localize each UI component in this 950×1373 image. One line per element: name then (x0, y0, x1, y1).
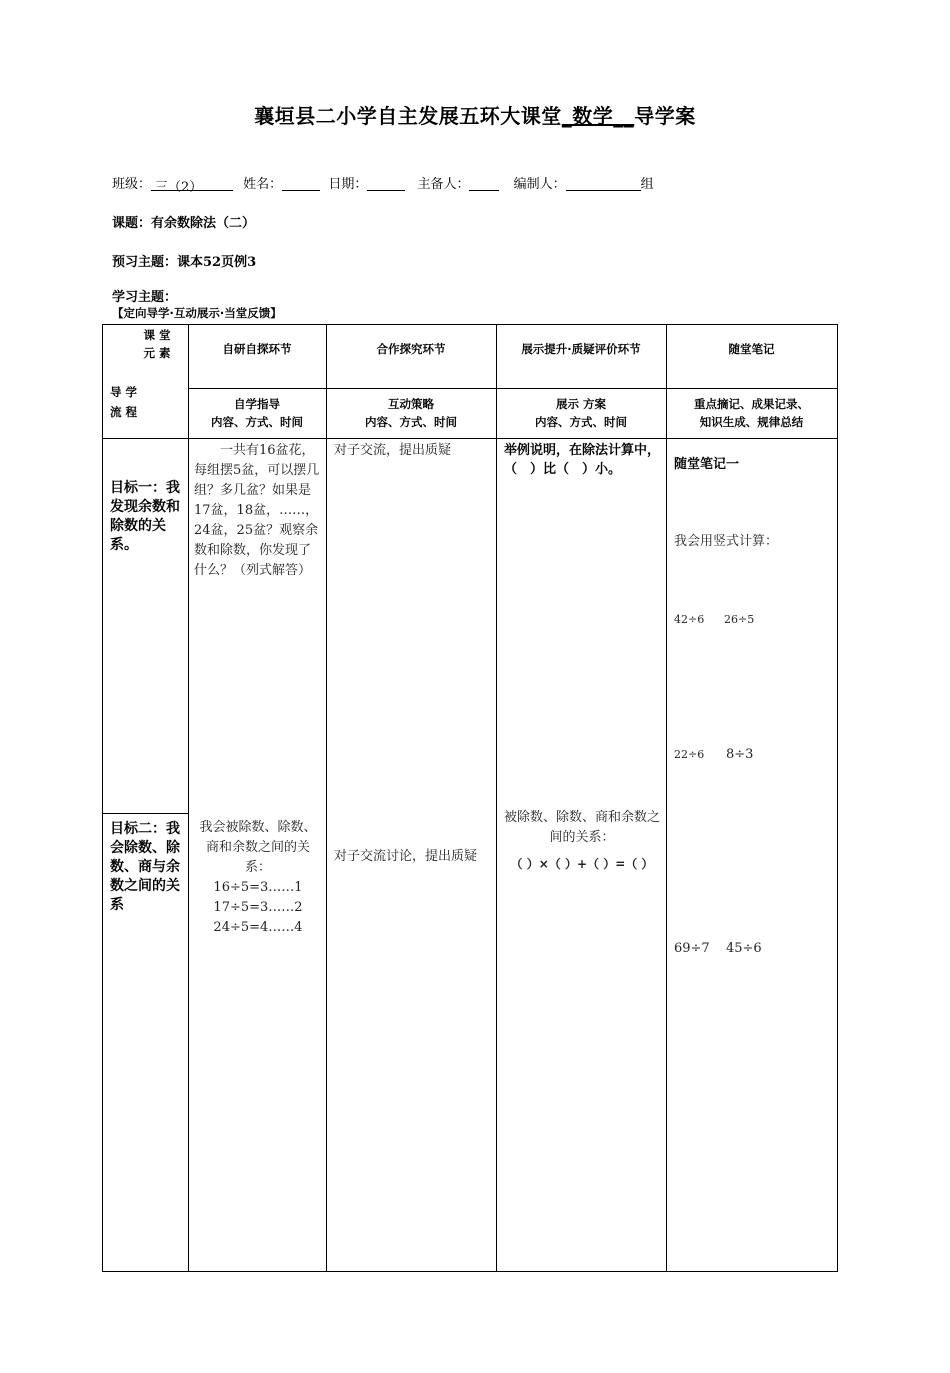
goal-two-self-study (194, 818, 322, 938)
subheader-notes: 重点摘记、成果记录、 知识生成、规律总结 (694, 397, 809, 429)
table-border-top (102, 324, 838, 325)
goal-one-self-study: 一共有16盆花，每组摆5盆，可以摆几组？多几盆？如果是17盆，18盆，……，24盆，25盆？观察余数和除数，你发现了什么？（列式解答） (194, 443, 320, 578)
note-calc-69-7: 69÷7 (674, 941, 710, 956)
header-presentation: 展示提升·质疑评价环节 (521, 342, 641, 356)
title-suffix: 导学案 (634, 104, 696, 128)
table-border-right (837, 324, 838, 1272)
note-calc-8-3: 8÷3 (726, 747, 754, 762)
goal-one-presentation: 举例说明，在除法计算中，（ ）比（ ）小。 (504, 443, 661, 477)
title-prefix: 襄垣县二小学自主发展五环大课堂 (254, 104, 562, 128)
corner-top: 课 堂 元 素 (143, 328, 171, 360)
header-self-study: 自研自探环节 (222, 342, 292, 356)
editor-label: 编制人： (513, 177, 566, 192)
goal-two-label: 目标二：我会除数、除数、商与余数之间的关系 (110, 821, 180, 913)
page-title (0, 100, 950, 129)
group-suffix: 组 (640, 177, 654, 192)
table-col-divider-3 (496, 324, 497, 1272)
lesson-table (102, 324, 838, 1272)
equation-1: 16÷5=3……1 (213, 880, 303, 895)
subheader-presentation: 展示 方案 内容、方式、时间 (535, 397, 627, 429)
notes-intro: 我会用竖式计算： (674, 534, 779, 549)
note-calc-45-6: 45÷6 (726, 941, 762, 956)
editor-field[interactable] (566, 176, 641, 191)
note-calc-26-5: 26÷5 (724, 613, 755, 626)
notes-title: 随堂笔记一 (674, 457, 740, 472)
goal-two-cooperation: 对子交流讨论，提出质疑 (334, 849, 478, 864)
table-col-divider-2 (326, 324, 327, 1272)
table-col-divider-4 (666, 324, 667, 1272)
name-field[interactable] (282, 176, 320, 191)
goal-two-intro: 我会被除数、除数、商和余数之间的关系： (199, 820, 317, 875)
study-topic: 学习主题： (112, 290, 178, 305)
preview-topic: 预习主题：课本52页例3 (112, 255, 257, 270)
lesson-topic: 课题：有余数除法（二） (112, 216, 256, 231)
goal-two-presentation: 被除数、除数、商和余数之间的关系： （ ）×（ ）+（ ）=（ ） (500, 808, 664, 874)
subheader-cooperation: 互动策略 内容、方式、时间 (365, 397, 457, 429)
subheader-self-study: 自学指导 内容、方式、时间 (211, 397, 303, 429)
info-line (112, 173, 654, 195)
table-border-bottom (102, 1271, 838, 1272)
note-calc-22-6: 22÷6 (674, 748, 705, 761)
name-label: 姓名： (243, 177, 283, 192)
equation-3: 24÷5=4……4 (213, 920, 303, 935)
class-field[interactable]: 三（2） (151, 176, 233, 191)
class-label: 班级： (112, 177, 152, 192)
table-col-divider-1 (188, 324, 189, 1272)
header-bottom (102, 438, 838, 439)
header-cooperation: 合作探究环节 (376, 342, 446, 356)
corner-bottom: 导 学 流 程 (110, 385, 138, 419)
goal-one-cooperation: 对子交流，提出质疑 (334, 443, 452, 458)
goal-divider (102, 813, 188, 814)
guide-banner: 【定向导学·互动展示·当堂反馈】 (112, 306, 282, 320)
preparer-label: 主备人： (417, 177, 470, 192)
relation-formula: （ ）×（ ）+（ ）=（ ） (510, 857, 654, 871)
date-field[interactable] (367, 176, 405, 191)
header-divider (188, 388, 838, 389)
title-subject: _数学__ (561, 104, 635, 128)
preparer-field[interactable] (469, 176, 499, 191)
equation-2: 17÷5=3……2 (213, 900, 303, 915)
date-label: 日期： (328, 177, 368, 192)
header-notes: 随堂笔记 (728, 342, 775, 356)
note-calc-42-6: 42÷6 (674, 613, 705, 626)
table-border-left (102, 324, 103, 1272)
goal-one-label: 目标一：我发现余数和除数的关系。 (110, 480, 180, 553)
